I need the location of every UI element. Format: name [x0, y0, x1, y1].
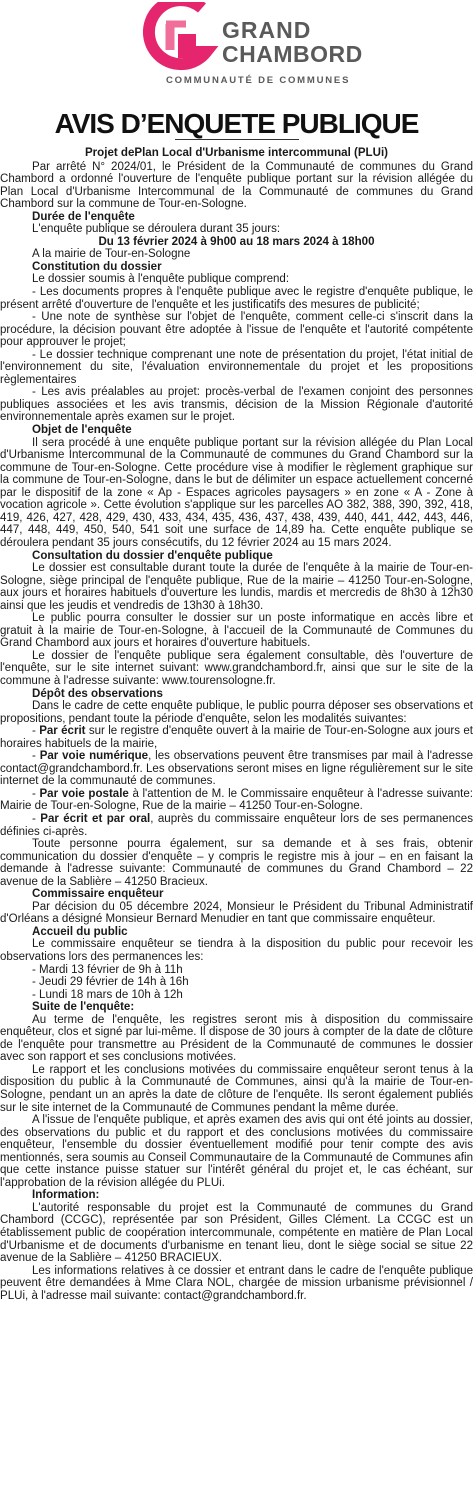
notice-subtitle: Projet dePlan Local d'Urbanisme intercommunal (PLUi) [84, 147, 389, 159]
constitution-item: - Une note de synthèse sur l'objet de l'enquête, comment celle-ci s'inscrit dans la procédure, la décision pouvant être adoptée à l'issue de l'enquête et l'autorité compétente pour approuver le projet; [0, 311, 473, 349]
information-paragraph: L'autorité responsable du projet est la Communauté de communes du Grand Chambord (CCGC), représentée par son Président, Gilles Clément. La CCGC est un établissement public de coopération intercommunale, compétente en matière de Plan Local d'Urbanisme et de documents d'urbanisme en tenant lieu, dont le siège social se situe 22 avenue de la Sablière – 41250 BRACIEUX. [0, 1201, 473, 1265]
objet-paragraph: Il sera procédé à une enquête publique portant sur la révision allégée du Plan Local d'Urbanisme Intercommunal de la Communauté de communes du Grand Chambord sur la commune de Tour-en-Sologne. Cette procédure vise à modifier le règlement graphique sur la commune de Tour-en-Sologne, dans le but de délimiter un espace actuellement concerné par le dispositif de la zone « Ap - Espaces agricoles paysagers » en zone « A - Zone à vocation agricole ». Cette évolution s'applique sur les parcelles AO 382, 388, 390, 392, 418, 419, 426, 427, 428, 429, 430, 433, 434, 435, 436, 437, 438, 439, 440, 441, 442, 443, 446, 447, 448, 449, 450, 540, 541 soit une surface de 14,89 ha. Cette enquête publique se déroulera pendant 35 jours consécutifs, du 12 février 2024 au 15 mars 2024. [0, 436, 473, 549]
title-divider [175, 139, 299, 140]
constitution-item: - Le dossier technique comprenant une note de présentation du projet, l'état initial de l'environnement du site, l'évaluation environnementale du projet et les propositions règlementaires [0, 348, 473, 386]
section-heading-commissaire: Commissaire enquêteur [32, 888, 164, 901]
section-heading-constitution: Constitution du dossier [32, 260, 162, 273]
notice-title: AVIS D’ENQUETE PUBLIQUE [54, 108, 419, 139]
duree-line1: L'enquête publique se déroulera durant 35 jours: [32, 223, 281, 236]
logo-tagline: COMMUNAUTÉ DE COMMUNES [166, 75, 351, 86]
logo-brand-line1: GRAND [222, 17, 312, 43]
permanence-item: - Jeudi 29 février de 14h à 16h [32, 976, 189, 989]
suite-paragraph: A l'issue de l'enquête publique, et après examen des avis qui ont été joints au dossier, des observations du public et du rapport et des conclusions motivées du commissaire enquêteur, l'ensemble du dossier éventuellement modifié pour tenir compte des avis mentionnés, sera soumis au Conseil Communautaire de la Communauté de Communes afin que cette instance puisse statuer sur l'intérêt général du projet et, le cas échéant, sur l'approbation de la révision allégée du PLUi. [0, 1114, 473, 1189]
section-heading-objet: Objet de l'enquête [32, 424, 132, 437]
permanence-item: - Mardi 13 février de 9h à 11h [32, 963, 183, 976]
section-heading-information: Information: [32, 1189, 100, 1202]
depot-paragraph: Toute personne pourra également, sur sa demande et à ses frais, obtenir communication du dossier d'enquête – y compris le registre mis à jour – en en faisant la demande à l'adresse suivante: Communauté de communes du Grand Chambord – 22 avenue de la Sablière – 41250 Bracieux. [0, 838, 473, 888]
depot-item: - Par voie numérique, les observations peuvent être transmises par mail à l'adresse contact@grandchambord.fr. Les observations seront mises en ligne régulièrement sur le site internet de la communauté de communes. [0, 750, 473, 788]
section-heading-suite: Suite de l'enquête: [32, 1001, 135, 1014]
section-heading-consultation: Consultation du dossier d'enquête publique [32, 549, 273, 562]
constitution-item: - Les documents propres à l'enquête publique avec le registre d'enquête publique, le présent arrêté d'ouverture de l'enquête et les justificatifs des mesures de publicité; [0, 286, 473, 311]
logo-emblem-icon [140, 2, 220, 72]
information-paragraph: Les informations relatives à ce dossier et entrant dans le cadre de l'enquête publique peuvent être demandées à Mme Clara NOL, chargée de mission urbanisme prévisionnel / PLUi, à l'adresse mail suivante: contact@grandchambord.fr. [0, 1264, 473, 1302]
depot-item: - Par voie postale à l'attention de M. le Commissaire enquêteur à l'adresse suivante: Mairie de Tour-en-Sologne, Rue de la mairie – 41250 Tour-en-Sologne. [0, 787, 473, 813]
grand-chambord-logo [140, 2, 363, 88]
constitution-item: - Les avis préalables au projet: procès-verbal de l'examen conjoint des personnes publiques associées et les avis transmis, décision de la Mission Régionale d'autorité environnementale après examen sur le projet. [0, 386, 473, 424]
suite-paragraph: Le rapport et les conclusions motivées du commissaire enquêteur seront tenus à la disposition du public à la Communauté de Communes, ainsi qu'à la mairie de Tour-en-Sologne, pendant un an après la date de clôture de l'enquête. Ils seront également publiés sur le site internet de la Communauté de Communes pendant la même durée. [0, 1063, 473, 1114]
intro-paragraph: Par arrêté N° 2024/01, le Président de la Communauté de communes du Grand Chambord a ordonné l'ouverture de l'enquête publique portant sur la révision allégée du Plan Local d'Urbanisme Intercommunal de la Communauté de communes du Grand Chambord sur la commune de Tour-en-Sologne. [0, 160, 473, 211]
section-heading-duree: Durée de l'enquête [32, 210, 135, 223]
depot-item: - Par écrit sur le registre d'enquête ouvert à la mairie de Tour-en-Sologne aux jours et horaires habituels de la mairie, [0, 725, 473, 750]
depot-item: - Par écrit et par oral, auprès du commissaire enquêteur lors de ses permanences définies ci-après. [0, 812, 473, 838]
constitution-line1: Le dossier soumis à l'enquête publique comprend: [32, 273, 290, 286]
section-heading-accueil: Accueil du public [32, 925, 128, 938]
duree-line2: A la mairie de Tour-en-Sologne [32, 248, 191, 261]
notice-body [0, 147, 473, 1302]
section-heading-depot: Dépôt des observations [32, 687, 163, 700]
commissaire-paragraph: Par décision du 05 décembre 2024, Monsieur le Président du Tribunal Administratif d'Orléans a désigné Monsieur Bernard Menudier en tant que commissaire enquêteur. [0, 900, 473, 926]
consultation-paragraph: Le dossier de l'enquête publique sera également consultable, dès l'ouverture de l'enquête, sur le site internet suivant: www.grandchambord.fr, ainsi que sur le site de la commune à l'adresse suivante: www.tourensologne.fr. [0, 649, 473, 687]
consultation-paragraph: Le public pourra consulter le dossier sur un poste informatique en accès libre et gratuit à la mairie de Tour-en-Sologne, à l'accueil de la Communauté de Communes du Grand Chambord aux jours et horaires d'ouverture habituels. [0, 612, 473, 650]
permanence-item: - Lundi 18 mars de 10h à 12h [32, 988, 183, 1001]
consultation-paragraph: Le dossier est consultable durant toute la durée de l'enquête à la mairie de Tour-en-Sologne, siège principal de l'enquête publique, Rue de la mairie – 41250 Tour-en-Sologne, aux jours et horaires habituels d'ouverture les lundis, mardis et mercredis de 8h30 à 12h30 ainsi que les jeudis et vendredis de 13h30 à 18h30. [0, 562, 473, 612]
suite-paragraph: Au terme de l'enquête, les registres seront mis à disposition du commissaire enquêteur, clos et signé par lui-même. Il dispose de 30 jours à compter de la date de clôture de l'enquête pour transmettre au Président de la Communauté de communes le dossier avec son rapport et ses conclusions motivées. [0, 1013, 473, 1064]
duree-dates: Du 13 février 2024 à 9h00 au 18 mars 2024 à 18h00 [98, 235, 375, 248]
accueil-paragraph: Le commissaire enquêteur se tiendra à la disposition du public pour recevoir les observations lors des permanences les: [0, 938, 473, 963]
depot-paragraph: Dans le cadre de cette enquête publique, le public pourra déposer ses observations et propositions, pendant toute la période d'enquête, selon les modalités suivantes: [0, 700, 473, 725]
logo-brand-line2: CHAMBORD [222, 41, 363, 67]
